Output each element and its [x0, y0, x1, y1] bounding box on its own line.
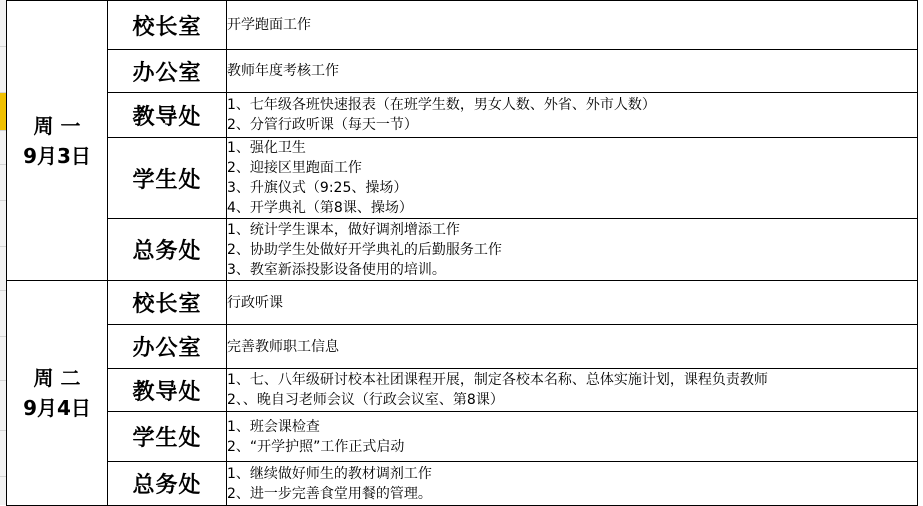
task-cell[interactable] — [227, 93, 918, 138]
table-row — [7, 462, 918, 506]
task-cell[interactable] — [227, 50, 918, 93]
task-line: 2、迎接区里跑面工作 — [227, 160, 362, 176]
task-line: 2、协助学生处做好开学典礼的后勤服务工作 — [227, 241, 502, 258]
date-label: 9月4日 — [23, 396, 91, 420]
task-cell[interactable] — [227, 325, 918, 369]
task-line: 1、七、八年级研讨校本社团课程开展，制定各校本名称、总体实施计划，课程负责教师 — [227, 372, 768, 388]
table-row — [7, 93, 918, 138]
sheet-edge — [918, 0, 923, 505]
task-line: 教师年度考核工作 — [227, 63, 339, 79]
task-line: 3、升旗仪式（9:25、操场） — [227, 180, 408, 196]
table-row — [7, 219, 918, 281]
task-cell[interactable] — [227, 369, 918, 412]
table-row — [7, 325, 918, 369]
task-line: 1、继续做好师生的教材调剂工作 — [227, 465, 432, 482]
dept-cell[interactable]: 总务处 — [108, 219, 227, 281]
dept-cell[interactable]: 办公室 — [108, 50, 227, 93]
dept-cell[interactable]: 总务处 — [108, 462, 227, 506]
task-line: 2、进一步完善食堂用餐的管理。 — [227, 485, 432, 502]
task-line: 完善教师职工信息 — [227, 338, 339, 355]
dept-cell[interactable]: 办公室 — [108, 325, 227, 369]
task-line: 1、班会课检查 — [227, 418, 320, 435]
task-cell[interactable] — [227, 138, 918, 219]
table-row — [7, 369, 918, 412]
task-line: 3、教室新添投影设备使用的培训。 — [227, 261, 446, 278]
dept-cell[interactable]: 教导处 — [108, 369, 227, 412]
dept-cell[interactable]: 校长室 — [108, 281, 227, 325]
task-line: 行政听课 — [227, 294, 283, 311]
dept-cell[interactable]: 学生处 — [108, 412, 227, 462]
weekday-label: 周 一 — [33, 113, 81, 138]
dept-cell[interactable]: 教导处 — [108, 93, 227, 138]
task-cell[interactable] — [227, 1, 918, 50]
date-label: 9月3日 — [23, 143, 91, 168]
task-cell[interactable] — [227, 281, 918, 325]
task-line: 2、“开学护照”工作正式启动 — [227, 438, 405, 455]
dept-cell[interactable]: 学生处 — [108, 138, 227, 219]
task-cell[interactable] — [227, 412, 918, 462]
task-line: 4、开学典礼（第8课、操场） — [227, 200, 413, 216]
table-row — [7, 412, 918, 462]
task-line: 2、分管行政听课（每天一节） — [227, 117, 418, 133]
table-row — [7, 1, 918, 50]
task-cell[interactable] — [227, 219, 918, 281]
task-cell[interactable] — [227, 462, 918, 506]
task-line: 开学跑面工作 — [227, 17, 311, 33]
table-row — [7, 138, 918, 219]
task-line: 1、七年级各班快速报表（在班学生数，男女人数、外省、外市人数） — [227, 97, 656, 113]
task-line: 1、强化卫生 — [227, 140, 306, 156]
table-row — [7, 281, 918, 325]
dept-cell[interactable]: 校长室 — [108, 1, 227, 50]
weekly-schedule-table — [6, 0, 918, 506]
day-cell[interactable] — [7, 1, 108, 281]
task-line: 1、统计学生课本，做好调剂增添工作 — [227, 221, 460, 238]
table-row — [7, 50, 918, 93]
task-line: 2、、晚自习老师会议（行政会议室、第8课） — [227, 392, 504, 408]
weekday-label: 周 二 — [33, 366, 81, 390]
day-cell[interactable] — [7, 281, 108, 506]
